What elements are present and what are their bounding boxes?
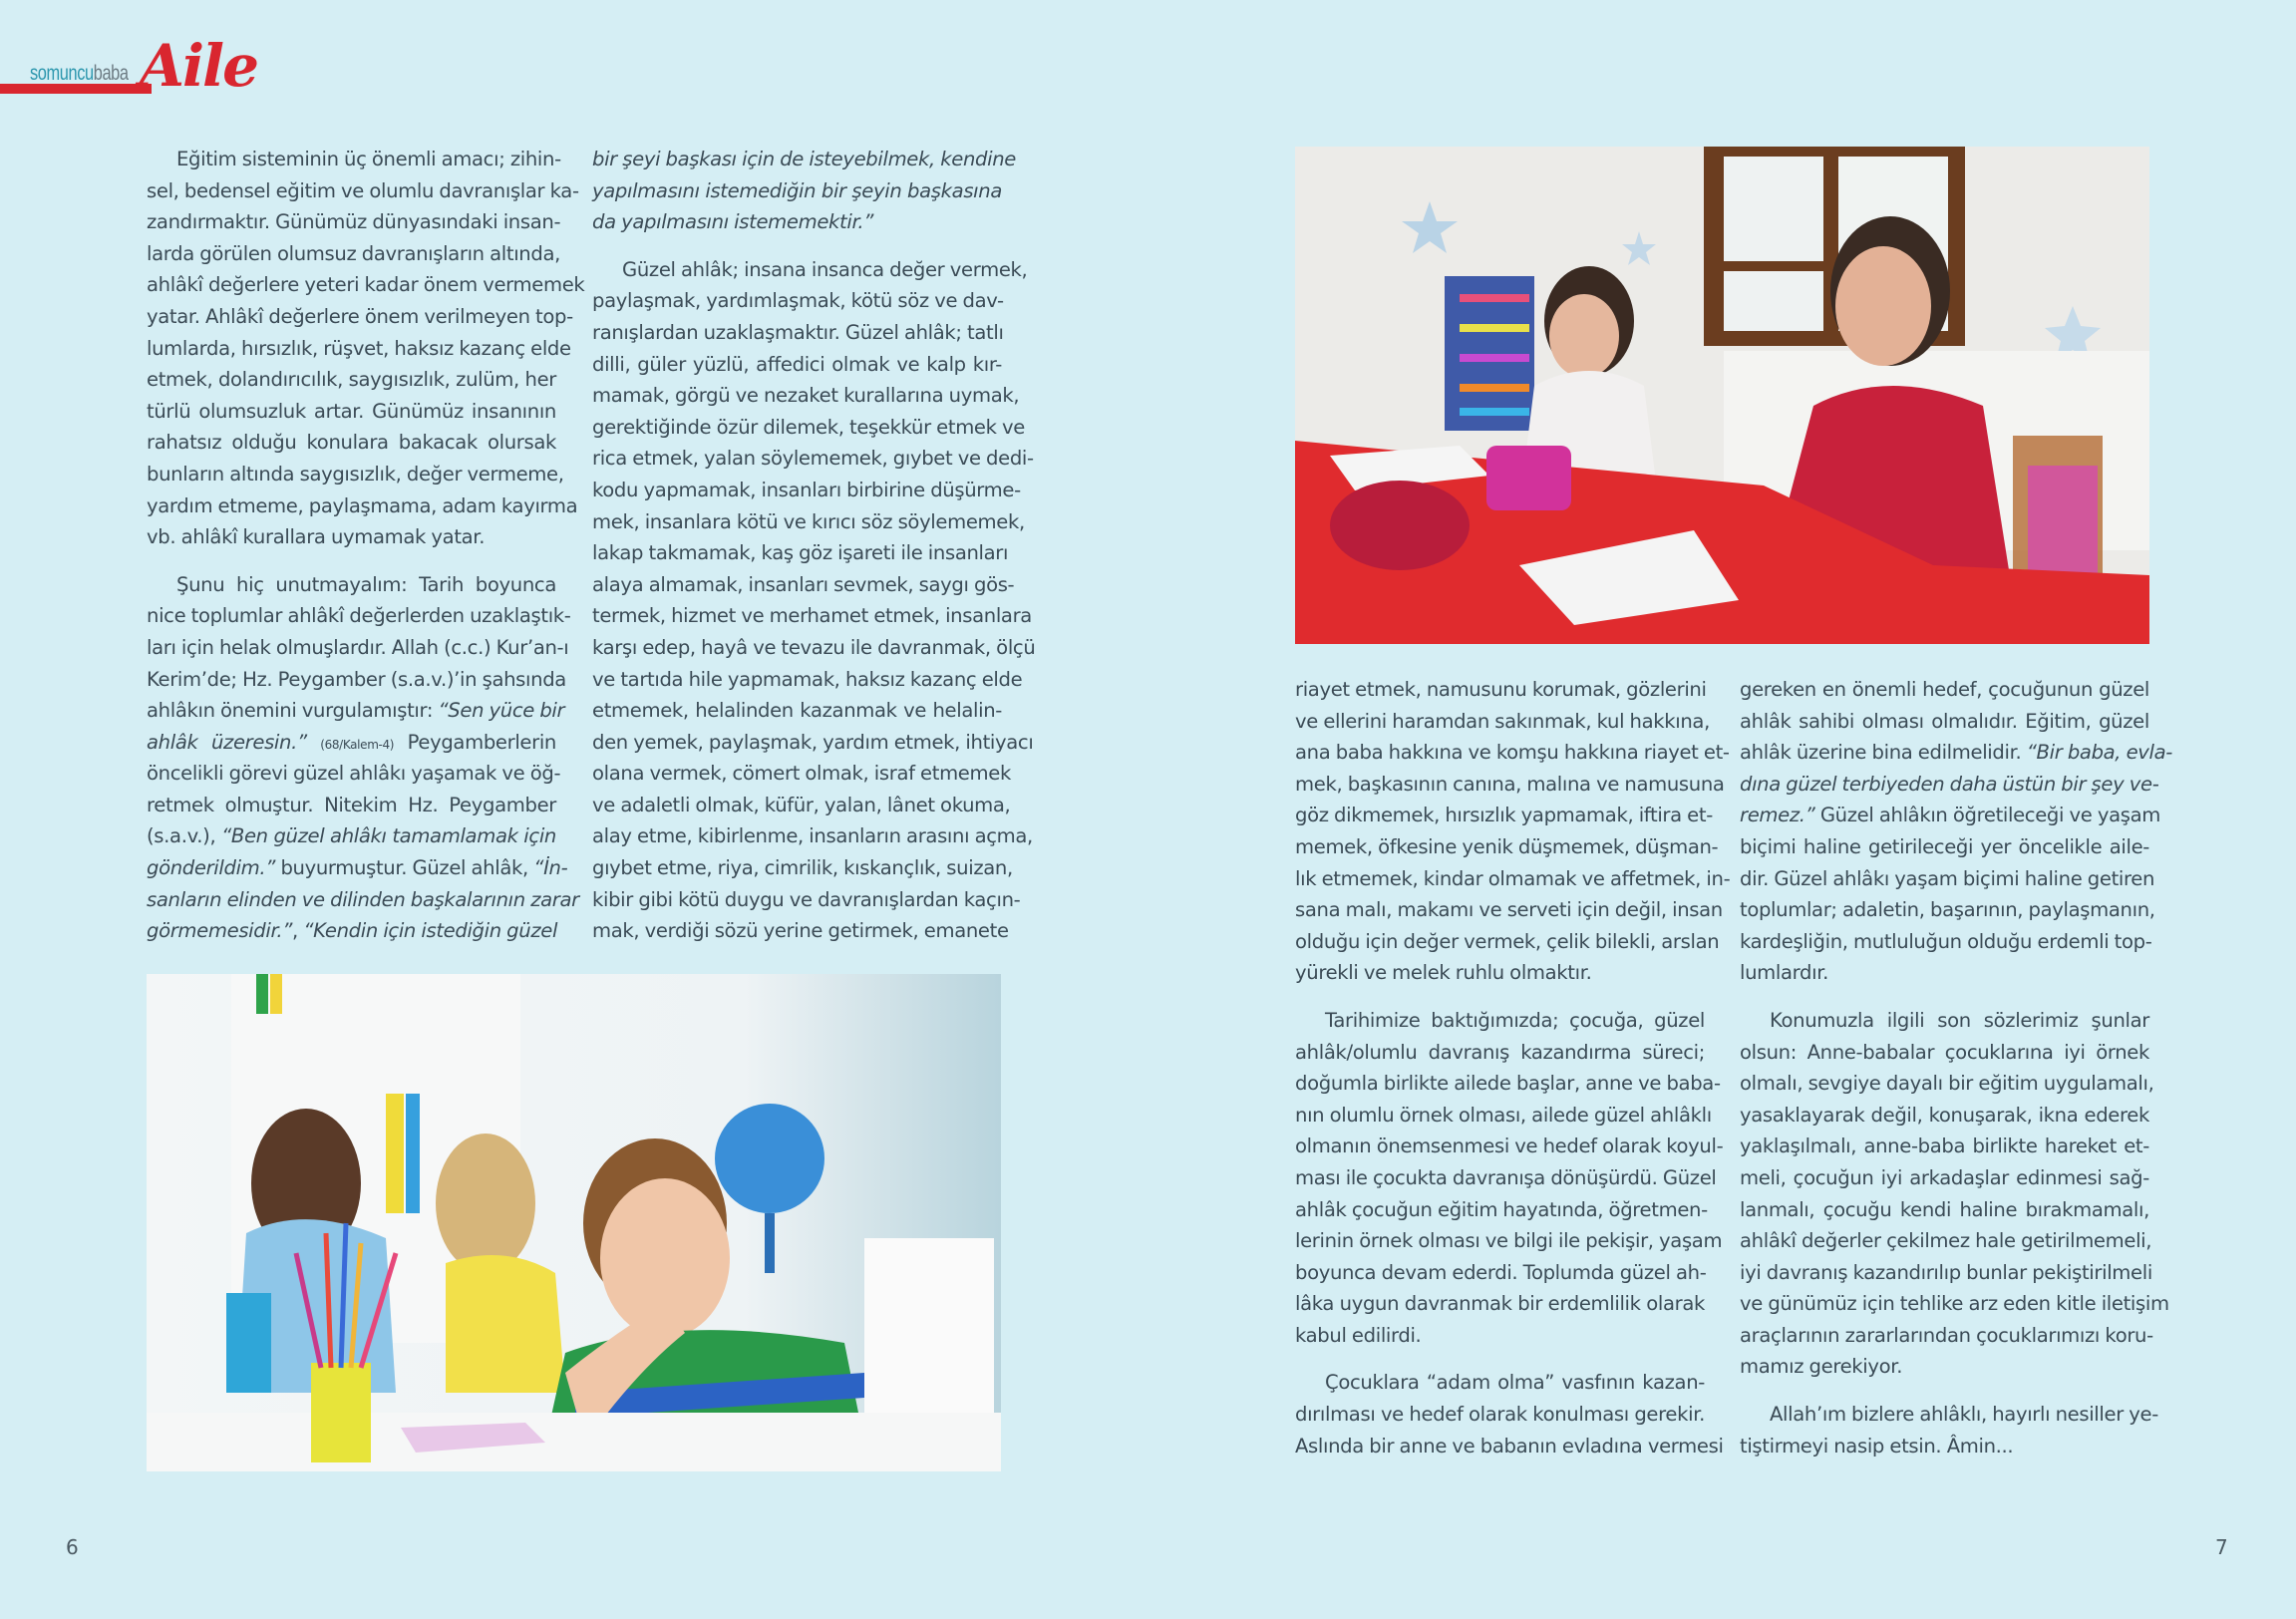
photo-girls-drawing	[1295, 147, 2149, 644]
text-line	[592, 206, 1002, 238]
girl-blond-hair	[436, 1133, 535, 1273]
text-line: lâka uygun davranmak bir erdemlilik olarak	[1295, 1292, 1705, 1316]
text-line: gereken en önemli hedef, çocuğunun güzel	[1740, 678, 2149, 701]
text-column-2	[592, 144, 1036, 947]
text-line: lumlarda, hırsızlık, rüşvet, haksız kazanç elde	[147, 336, 571, 360]
italic-quote: dına güzel terbiyeden daha üstün bir şey ve-	[1740, 772, 2159, 796]
text-column-4	[1740, 674, 2172, 1461]
page-number-right: 7	[2215, 1535, 2228, 1559]
paragraph-gap	[1295, 1351, 1705, 1367]
paragraph-gap	[592, 238, 1002, 254]
text-line: araçlarının zararlarından çocuklarımızı koru-	[1740, 1323, 2153, 1347]
text-line: olana vermek, cömert olmak, israf etmemek	[592, 762, 1011, 786]
text-line: ranışlardan uzaklaşmaktır. Güzel ahlâk; tatlı	[592, 320, 1004, 344]
text-line: yürekli ve melek ruhlu olmaktır.	[1295, 961, 1592, 985]
text-line: ahlâkî değerlere yeteri kadar önem vermemek	[147, 273, 585, 297]
text-line: memek, öfkesine yenik düşmemek, düşman-	[1295, 834, 1719, 858]
text-line: termek, hizmet ve merhamet etmek, insanlara	[592, 604, 1032, 628]
text-line: dir. Güzel ahlâkı yaşam biçimi haline getiren	[1740, 866, 2155, 890]
girl-right-face	[1835, 246, 1931, 366]
text-line: Eğitim sisteminin üç önemli amacı; zihin-	[176, 148, 561, 170]
text-line: zandırmaktır. Günümüz dünyasındaki insan-	[147, 210, 561, 234]
text-line: ahlâk üzeresin.” (68/Kalem-4) Peygamberlerin	[147, 730, 556, 754]
text-line: lık etmemek, kindar olmamak ve affetmek, in-	[1295, 866, 1731, 890]
paragraph-gap	[1295, 989, 1705, 1005]
blue-pencil-cup	[226, 1293, 271, 1393]
globe	[715, 1104, 824, 1213]
text-line: mek, başkasının canına, malına ve namusuna	[1295, 772, 1725, 796]
girl-blond-shirt	[446, 1255, 565, 1393]
text-line: mamak, görgü ve nezaket kurallarına uymak,	[592, 384, 1020, 408]
logo-part-somuncu: somuncu	[30, 62, 94, 85]
text-column-1	[147, 144, 585, 947]
text-line: dilli, güler yüzlü, affedici olmak ve kalp kır-	[592, 352, 1002, 376]
text-line: kibir gibi kötü duygu ve davranışlardan kaçın-	[592, 887, 1021, 911]
text-line: ahlâkın önemini vurgulamıştır: “Sen yüce bir	[147, 699, 565, 723]
text-line: bunların altında saygısızlık, değer vermeme,	[147, 462, 564, 486]
photo-boy-smiling	[147, 974, 1001, 1471]
text-column-3	[1295, 674, 1731, 1461]
text-line: alay etme, kibirlenme, insanların arasını açma,	[592, 824, 1033, 848]
text-line: nice toplumlar ahlâkî değerlerden uzaklaştık-	[147, 604, 571, 628]
text-line: öncelikli görevi güzel ahlâkı yaşamak ve öğ-	[147, 762, 561, 786]
text-line: gönderildim.” buyurmuştur. Güzel ahlâk, “İn-	[147, 856, 568, 880]
text-line: ana baba hakkına ve komşu hakkına riayet et-	[1295, 741, 1730, 765]
text-line: biçimi haline getirileceği yer öncelikle aile-	[1740, 834, 2149, 858]
text-line: kardeşliğin, mutluluğun olduğu erdemli top-	[1740, 929, 2152, 953]
italic-quote: “Bir baba, evla-	[2026, 741, 2172, 765]
text-line: mak, verdiği sözü yerine getirmek, emanete	[592, 919, 1009, 943]
text-line: ahlâk çocuğun eğitim hayatında, öğretmen-	[1295, 1197, 1708, 1221]
text-line: kodu yapmamak, insanları birbirine düşürme-	[592, 478, 1021, 501]
text-line: ahlâkî değerler çekilmez hale getirilmemeli,	[1740, 1229, 2152, 1253]
text-line: Güzel ahlâk; insana insanca değer vermek,	[622, 257, 1028, 281]
logo-wordmark	[30, 62, 129, 86]
paragraph-gap	[147, 553, 556, 569]
text-line: ve tartıda hile yapmamak, haksız kazanç elde	[592, 667, 1023, 691]
text-line: Tarihimize baktığımızda; çocuğa, güzel	[1325, 1008, 1705, 1032]
text-line: riayet etmek, namusunu korumak, gözlerini	[1295, 678, 1707, 701]
magazine-logo	[0, 32, 259, 118]
text-line: paylaşmak, yardımlaşmak, kötü söz ve dav-	[592, 289, 1004, 313]
text-line: Şunu hiç unutmayalım: Tarih boyunca	[176, 572, 556, 596]
text-line: lanmalı, çocuğu kendi haline bırakmamalı,	[1740, 1197, 2149, 1221]
text-line: ması ile çocukta davranışa dönüşürdü. Güzel	[1295, 1165, 1717, 1189]
text-line: larda görülen olumsuz davranışların altında,	[147, 241, 560, 265]
italic-quote: remez.”	[1740, 804, 1815, 827]
text-line: kabul edilirdi.	[1295, 1323, 1422, 1347]
pencil-case	[1486, 446, 1571, 510]
text-line	[592, 144, 1016, 175]
text-line: mamız gerekiyor.	[1740, 1355, 1903, 1379]
text-line: sel, bedensel eğitim ve olumlu davranışlar ka-	[147, 178, 579, 202]
italic-quote: “Sen yüce bir	[438, 699, 565, 723]
text-line: Aslında bir anne ve babanın evladına vermesi	[1295, 1434, 1724, 1457]
logo-script-aile: Aile	[140, 32, 257, 100]
text-line: alaya almamak, insanları sevmek, saygı gös-	[592, 572, 1015, 596]
text-line: ve ellerini haramdan sakınmak, kul hakkına,	[1295, 709, 1710, 733]
desk	[147, 1413, 1001, 1471]
text-line: meli, çocuğun iyi arkadaşlar edinmesi sağ-	[1740, 1165, 2149, 1189]
text-line: toplumlar; adaletin, başarının, paylaşmanın,	[1740, 898, 2155, 922]
text-line: ve adaletli olmak, küfür, yalan, lânet okuma,	[592, 793, 1011, 816]
text-line: yasaklayarak değil, konuşarak, ikna ederek	[1740, 1103, 2149, 1127]
photo-boy-smiling-illustration	[147, 974, 1001, 1471]
paragraph-gap	[1740, 1383, 2149, 1399]
text-line: Konumuzla ilgili son sözlerimiz şunlar	[1770, 1008, 2149, 1032]
text-line: (s.a.v.), “Ben güzel ahlâkı tamamlamak için	[147, 824, 556, 848]
text-line: ları için helak olmuşlardır. Allah (c.c.) Kur’an-ı	[147, 635, 569, 659]
italic-quote: “İn-	[533, 856, 568, 880]
italic-quote: görmemesidir.”	[147, 919, 293, 943]
text-line: mek, insanlara kötü ve kırıcı söz söylememek,	[592, 509, 1025, 533]
logo-part-baba: baba	[93, 62, 129, 85]
text-line: gıybet etme, riya, cimrilik, kıskançlık, suizan,	[592, 856, 1013, 880]
italic-quote: yapılmasını istemediğin bir şeyin başkasına	[592, 178, 1002, 202]
text-line: lerinin örnek olması ve bilgi ile pekişir, yaşam	[1295, 1229, 1723, 1253]
text-line: den yemek, paylaşmak, yardım etmek, ihtiyacı	[592, 730, 1034, 754]
text-line: iyi davranış kazandırılıp bunlar pekiştirilmeli	[1740, 1260, 2152, 1284]
text-line: boyunca devam ederdi. Toplumda güzel ah-	[1295, 1260, 1707, 1284]
text-line: türlü olumsuzluk artar. Günümüz insanının	[147, 399, 556, 423]
text-line: ahlâk sahibi olması olmalıdır. Eğitim, güzel	[1740, 709, 2149, 733]
text-line: olsun: Anne-babalar çocuklarına iyi örnek	[1740, 1040, 2149, 1064]
text-line: olmalı, sevgiye dayalı bir eğitim uygulamalı,	[1740, 1072, 2154, 1096]
text-line: görmemesidir.”, “Kendin için istediğin güzel	[147, 919, 558, 943]
text-line	[147, 884, 579, 916]
text-line: yaklaşılmalı, anne-baba birlikte hareket et-	[1740, 1134, 2149, 1158]
text-line: nın olumlu örnek olması, ailede güzel ahlâklı	[1295, 1103, 1712, 1127]
text-line: göz dikmemek, hırsızlık yapmamak, iftira et-	[1295, 804, 1713, 827]
verse-reference: (68/Kalem-4)	[320, 737, 395, 752]
text-line: doğumla birlikte ailede başlar, anne ve baba-	[1295, 1072, 1721, 1096]
text-line: dırılması ve hedef olarak konulması gerekir.	[1295, 1403, 1705, 1427]
italic-quote: “Ben güzel ahlâkı tamamlamak için	[221, 824, 556, 848]
text-line: karşı edep, hayâ ve tevazu ile davranmak, ölçü	[592, 635, 1036, 659]
italic-quote: ahlâk üzeresin.”	[147, 730, 307, 754]
text-line: yardım etmeme, paylaşmama, adam kayırma	[147, 493, 578, 517]
text-line: sana malı, makamı ve serveti için değil, insan	[1295, 898, 1723, 922]
text-line: lakap takmamak, kaş göz işareti ile insanları	[592, 541, 1009, 565]
text-line: Kerim’de; Hz. Peygamber (s.a.v.)’in şahsında	[147, 667, 566, 691]
italic-quote: gönderildim.”	[147, 856, 276, 880]
text-line: ahlâk üzerine bina edilmelidir. “Bir baba, evla-	[1740, 741, 2172, 765]
text-line: Çocuklara “adam olma” vasfının kazan-	[1325, 1371, 1705, 1395]
text-line: etmek, dolandırıcılık, saygısızlık, zulüm, her	[147, 368, 556, 392]
italic-quote: “Kendin için istediğin güzel	[303, 919, 558, 943]
text-line: tiştirmeyi nasip etsin. Âmin...	[1740, 1434, 2014, 1457]
text-line	[592, 175, 1002, 207]
text-line: vb. ahlâkî kurallara uymamak yatar.	[147, 525, 486, 549]
italic-quote: bir şeyi başkası için de isteyebilmek, kendine	[592, 148, 1016, 170]
text-line: yatar. Ahlâkî değerlere önem verilmeyen top-	[147, 304, 573, 328]
text-line: olmanın önemsenmesi ve hedef olarak koyul-	[1295, 1134, 1724, 1158]
text-line: rica etmek, yalan söylememek, gıybet ve dedi-	[592, 447, 1034, 471]
girl-left-face	[1549, 294, 1619, 378]
page-number-left: 6	[66, 1535, 79, 1559]
italic-quote: da yapılmasını istememektir.”	[592, 210, 874, 234]
text-line: ve günümüz için tehlike arz eden kitle iletişim	[1740, 1292, 2169, 1316]
paragraph-gap	[1740, 989, 2149, 1005]
yellow-pencil-cup	[311, 1363, 371, 1462]
text-line: lumlardır.	[1740, 961, 1828, 985]
text-line: ahlâk/olumlu davranış kazandırma süreci;	[1295, 1040, 1705, 1064]
text-line: olduğu için değer vermek, çelik bilekli, arslan	[1295, 929, 1720, 953]
text-line	[1740, 769, 2159, 801]
text-line: Allah’ım bizlere ahlâklı, hayırlı nesiller ye-	[1770, 1403, 2158, 1427]
photo-girls-drawing-illustration	[1295, 147, 2149, 644]
italic-quote: sanların elinden ve dilinden başkalarının zarar	[147, 887, 579, 911]
text-line: etmemek, helalinden kazanmak ve helalin-	[592, 699, 1002, 723]
text-line: remez.” Güzel ahlâkın öğretileceği ve yaşam	[1740, 804, 2160, 827]
text-line: retmek olmuştur. Nitekim Hz. Peygamber	[147, 793, 556, 816]
text-line: rahatsız olduğu konulara bakacak olursak	[147, 431, 556, 455]
text-line: gerektiğinde özür dilemek, teşekkür etmek ve	[592, 415, 1025, 439]
red-bag	[1330, 481, 1470, 570]
